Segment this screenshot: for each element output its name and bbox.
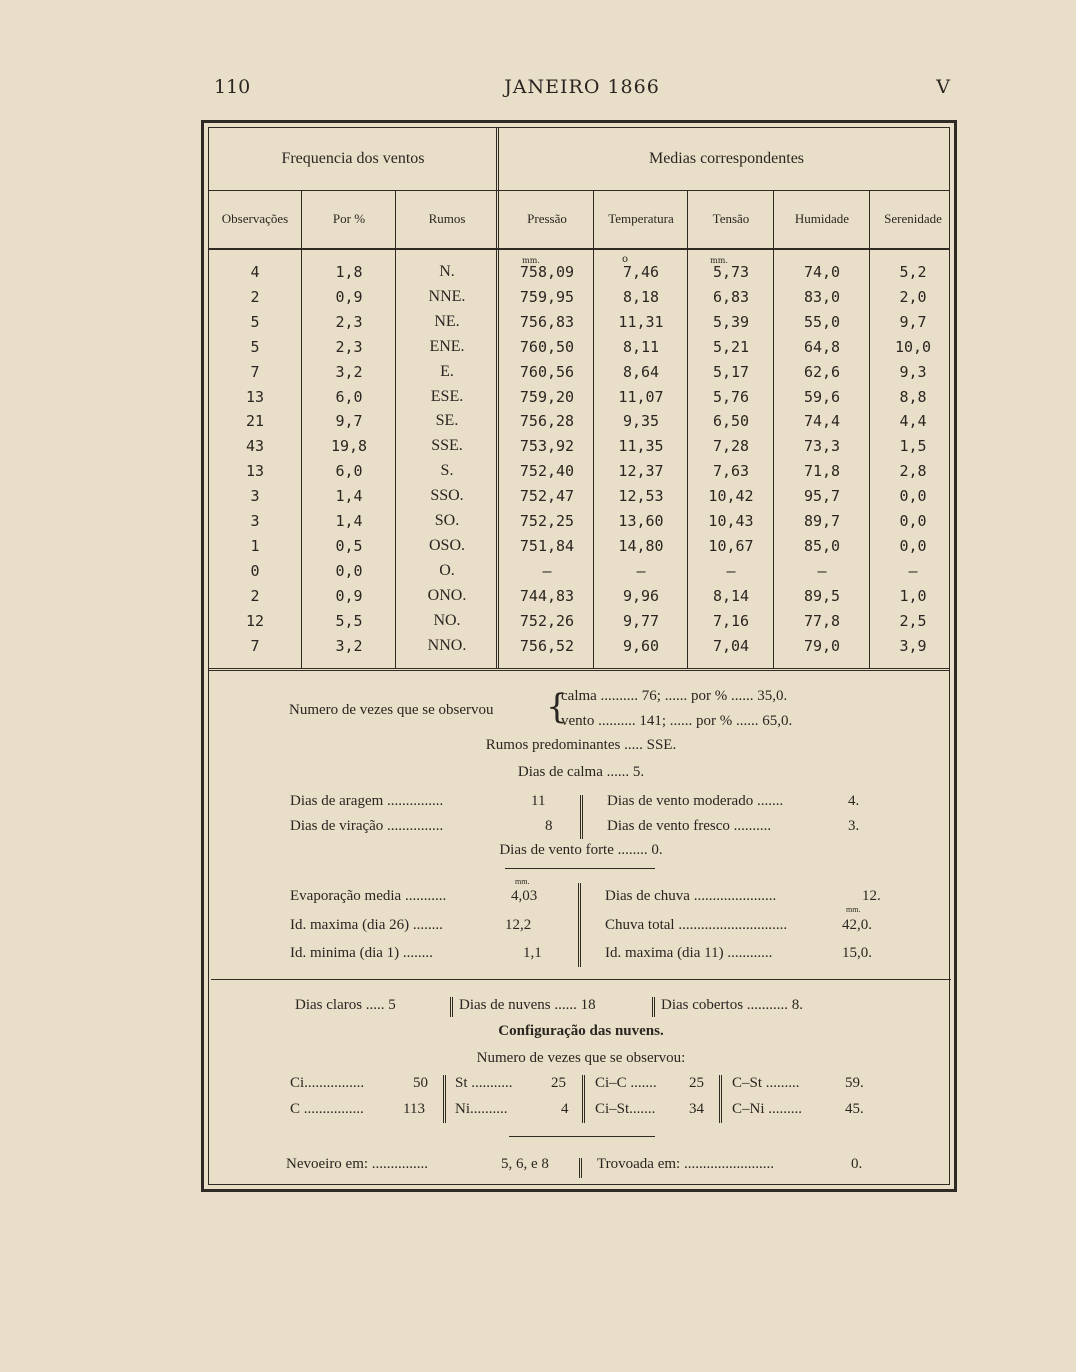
cell-serenidade: 2,8 [899, 462, 927, 481]
cell-serenidade: 1,0 [899, 586, 927, 605]
vento-moderado-label: Dias de vento moderado ....... [607, 793, 784, 809]
cell-pressao: 752,40 [519, 462, 575, 481]
cell-serenidade: 10,0 [894, 337, 932, 356]
cell-humidade: 85,0 [803, 536, 841, 555]
cell-temperatura: 11,07 [618, 387, 664, 406]
vento-line: vento .......... 141; ...... por % ...... 65,0. [561, 713, 793, 729]
brace-glyph: { [546, 687, 568, 727]
cell-por-cento: 0,9 [335, 287, 363, 306]
cell-humidade: 74,4 [803, 412, 841, 431]
table-row [209, 434, 949, 459]
cell-por-cento: 1,4 [335, 487, 363, 506]
cell-serenidade: 2,0 [899, 287, 927, 306]
cell-serenidade: 9,7 [899, 312, 927, 331]
dias-cobertos: Dias cobertos ........... 8. [661, 997, 804, 1013]
dias-aragem-value: 11 [531, 793, 546, 809]
col-header-rumos: Rumos [428, 211, 466, 226]
dias-viracao-label: Dias de viração ............... [290, 818, 444, 834]
cell-observacoes: 5 [250, 312, 260, 331]
cell-observacoes: 1 [250, 536, 260, 555]
cell-rumos: E. [440, 362, 454, 380]
evap-max-value: 12,2 [505, 917, 532, 933]
cell-pressao: 756,83 [519, 312, 575, 331]
cell-tensao: 7,63 [712, 462, 750, 481]
table-row [209, 459, 949, 484]
cell-serenidade: 3,9 [899, 636, 927, 655]
cell-por-cento: 5,5 [335, 611, 363, 630]
table-row [209, 260, 949, 285]
page-title: JANEIRO 1866 [504, 76, 660, 98]
cell-tensao: 5,76 [712, 387, 750, 406]
cell-observacoes: 5 [250, 337, 260, 356]
chuva-total-value: 42,0. [842, 917, 872, 933]
group-header-means: Medias correspondentes [648, 150, 805, 167]
table-row [209, 534, 949, 559]
cell-humidade: 77,8 [803, 611, 841, 630]
cell-observacoes: 0 [250, 561, 260, 580]
cell-observacoes: 4 [250, 263, 260, 281]
table-row [209, 634, 949, 659]
cell-temperatura: 8,18 [622, 287, 660, 306]
cell-observacoes: 2 [250, 287, 260, 306]
cloud-c-ni-label: C–Ni ......... [732, 1101, 803, 1117]
table-row [209, 484, 949, 509]
cell-humidade: 73,3 [803, 437, 841, 456]
table-inner-frame [208, 127, 950, 1185]
cell-rumos: SSO. [430, 487, 464, 505]
cell-serenidade: 2,5 [899, 611, 927, 630]
col-header-serenidade: Serenidade [884, 211, 942, 226]
cell-temperatura: 9,77 [622, 611, 660, 630]
dias-viracao-value: 8 [545, 818, 553, 834]
unit-pressao: mm. [522, 256, 540, 265]
cell-por-cento: 9,7 [335, 412, 363, 431]
trovoada-label: Trovoada em: ........................ [597, 1156, 774, 1172]
table-row [209, 360, 949, 385]
separator-rule [211, 979, 951, 980]
col-header-observacoes: Observações [221, 211, 289, 226]
cell-serenidade: 1,5 [899, 437, 927, 456]
cell-tensao: 7,28 [712, 437, 750, 456]
cell-rumos: ONO. [427, 586, 467, 604]
cell-por-cento: 0,0 [335, 561, 363, 580]
cell-por-cento: 2,3 [335, 337, 363, 356]
cell-humidade: 62,6 [803, 362, 841, 381]
cell-humidade: 59,6 [803, 387, 841, 406]
nevoeiro-value: 5, 6, e 8 [501, 1156, 549, 1172]
cell-tensao: — [726, 561, 736, 580]
cloud-c-label: C ................ [290, 1101, 364, 1117]
cell-por-cento: 2,3 [335, 312, 363, 331]
config-title: Configuração das nuvens. [498, 1023, 664, 1039]
cell-observacoes: 7 [250, 636, 260, 655]
cell-temperatura: 13,60 [618, 512, 664, 530]
cloud-c-ni-value: 45. [845, 1101, 864, 1117]
cell-temperatura: 14,80 [618, 536, 664, 555]
cell-temperatura: 12,53 [618, 487, 664, 506]
cell-pressao: 759,95 [519, 287, 575, 306]
unit-evap: mm. [515, 877, 530, 886]
cell-tensao: 10,42 [708, 487, 754, 506]
cell-por-cento: 1,8 [335, 263, 363, 281]
cell-por-cento: 6,0 [335, 387, 363, 406]
chuva-max-value: 15,0. [842, 945, 872, 961]
cell-rumos: NNE. [428, 287, 466, 305]
cell-rumos: SO. [434, 512, 460, 529]
cloud-ci-st-label: Ci–St....... [595, 1101, 656, 1117]
cell-rumos: N. [439, 263, 455, 280]
chuva-max-label: Id. maxima (dia 11) ............ [605, 945, 773, 961]
cell-pressao: 756,52 [519, 636, 575, 655]
cell-observacoes: 12 [245, 611, 265, 630]
rumos-predominantes: Rumos predominantes ..... SSE. [485, 737, 677, 753]
cell-observacoes: 43 [245, 437, 265, 456]
double-bar-divider [579, 1158, 582, 1178]
cell-por-cento: 3,2 [335, 362, 363, 381]
evap-min-value: 1,1 [523, 945, 542, 961]
cloud-ni-value: 4 [561, 1101, 569, 1117]
cell-serenidade: 0,0 [899, 536, 927, 555]
cell-observacoes: 13 [245, 387, 265, 406]
cell-rumos: ENE. [429, 337, 465, 355]
cell-tensao: 7,16 [712, 611, 750, 630]
cell-tensao: 5,17 [712, 362, 750, 381]
cell-temperatura: 11,35 [618, 437, 664, 456]
col-header-tensao: Tensão [712, 211, 750, 226]
cell-pressao: 752,47 [519, 487, 575, 506]
cell-tensao: 7,04 [712, 636, 750, 655]
cell-serenidade: 9,3 [899, 362, 927, 381]
cell-temperatura: 8,64 [622, 362, 660, 381]
separator-rule [505, 868, 655, 869]
cell-serenidade: 0,0 [899, 512, 927, 530]
cell-pressao: 759,20 [519, 387, 575, 406]
cell-humidade: 74,0 [803, 263, 841, 281]
page-number: 110 [214, 76, 251, 98]
cell-humidade: 89,7 [803, 512, 841, 530]
cell-humidade: 55,0 [803, 312, 841, 331]
cloud-st-value: 25 [551, 1075, 566, 1091]
cloud-c-st-value: 59. [845, 1075, 864, 1091]
vento-fresco-label: Dias de vento fresco .......... [607, 818, 772, 834]
cell-pressao: 758,09 [519, 263, 575, 281]
cell-rumos: NNO. [427, 636, 467, 654]
nevoeiro-label: Nevoeiro em: ............... [286, 1156, 429, 1172]
cell-pressao: 752,26 [519, 611, 575, 630]
cell-tensao: 6,50 [712, 412, 750, 431]
cell-tensao: 5,39 [712, 312, 750, 331]
double-bar-divider [580, 795, 583, 839]
cloud-ci-value: 50 [413, 1075, 428, 1091]
cell-por-cento: 0,5 [335, 536, 363, 555]
cell-temperatura: 8,11 [622, 337, 660, 356]
cell-rumos: NE. [434, 312, 460, 330]
chuva-total-label: Chuva total ............................. [605, 917, 788, 933]
group-header-frequency: Frequencia dos ventos [281, 150, 425, 167]
cell-observacoes: 3 [250, 512, 260, 530]
cell-tensao: 5,21 [712, 337, 750, 356]
cell-humidade: 71,8 [803, 462, 841, 481]
double-bar-divider [582, 1075, 585, 1123]
table-row [209, 584, 949, 609]
cell-por-cento: 1,4 [335, 512, 363, 530]
cell-pressao: 760,56 [519, 362, 575, 381]
cloud-ni-label: Ni.......... [455, 1101, 508, 1117]
evap-max-label: Id. maxima (dia 26) ........ [290, 917, 443, 933]
cell-por-cento: 3,2 [335, 636, 363, 655]
dias-claros: Dias claros ..... 5 [295, 997, 396, 1013]
cell-serenidade: 4,4 [899, 412, 927, 431]
cloud-c-st-label: C–St ......... [732, 1075, 800, 1091]
cell-tensao: 10,67 [708, 536, 754, 555]
col-header-por-cento: Por % [332, 211, 366, 226]
cell-tensao: 5,73 [712, 263, 750, 281]
volume-number: V [936, 76, 950, 98]
double-bar-divider [450, 997, 453, 1017]
chuva-dias-value: 12. [862, 888, 881, 904]
cloud-c-value: 113 [403, 1101, 425, 1117]
cell-pressao: 752,25 [519, 512, 575, 530]
cloud-st-label: St ........... [455, 1075, 513, 1091]
cell-temperatura: 9,60 [622, 636, 660, 655]
table-row [209, 609, 949, 634]
cell-pressao: — [542, 561, 552, 580]
table-row [209, 310, 949, 335]
table-row [209, 285, 949, 310]
evap-min-label: Id. minima (dia 1) ........ [290, 945, 433, 961]
dias-nuvens: Dias de nuvens ...... 18 [459, 997, 596, 1013]
cell-observacoes: 7 [250, 362, 260, 381]
unit-temperatura: o [621, 254, 629, 265]
col-header-temperatura: Temperatura [608, 211, 674, 226]
evaporacao-label: Evaporação media ........... [290, 888, 447, 904]
cell-por-cento: 19,8 [330, 437, 368, 456]
cell-pressao: 756,28 [519, 412, 575, 431]
observed-label: Numero de vezes que se observou [289, 702, 494, 718]
cell-temperatura: — [636, 561, 646, 580]
cell-temperatura: 9,96 [622, 586, 660, 605]
cell-humidade: 64,8 [803, 337, 841, 356]
cell-por-cento: 6,0 [335, 462, 363, 481]
cloud-ci-c-value: 25 [689, 1075, 704, 1091]
cell-rumos: O. [439, 561, 455, 579]
cell-temperatura: 12,37 [618, 462, 664, 481]
cell-humidade: — [817, 561, 827, 580]
cell-temperatura: 11,31 [618, 312, 664, 331]
dias-aragem-label: Dias de aragem ............... [290, 793, 444, 809]
page-header [214, 76, 950, 104]
cell-serenidade: 8,8 [899, 387, 927, 406]
cell-serenidade: 5,2 [899, 263, 927, 281]
cell-tensao: 8,14 [712, 586, 750, 605]
unit-tensao: mm. [710, 256, 728, 265]
table-row [209, 509, 949, 534]
table-row [209, 559, 949, 584]
cell-temperatura: 9,35 [622, 412, 660, 431]
group-header-row [209, 128, 949, 191]
cell-humidade: 79,0 [803, 636, 841, 655]
cell-pressao: 751,84 [519, 536, 575, 555]
cell-temperatura: 7,46 [622, 263, 660, 281]
cell-rumos: NO. [433, 611, 461, 629]
config-subtitle: Numero de vezes que se observou: [476, 1050, 686, 1066]
cell-observacoes: 3 [250, 487, 260, 506]
vento-moderado-value: 4. [848, 793, 860, 809]
vento-forte: Dias de vento forte ........ 0. [499, 842, 663, 858]
cell-humidade: 95,7 [803, 487, 841, 506]
col-header-humidade: Humidade [794, 211, 850, 226]
col-header-pressao: Pressão [527, 211, 567, 226]
cell-pressao: 760,50 [519, 337, 575, 356]
double-bar-divider [652, 997, 655, 1017]
double-bar-divider [578, 883, 581, 967]
cloud-ci-c-label: Ci–C ....... [595, 1075, 657, 1091]
cloud-ci-st-value: 34 [689, 1101, 704, 1117]
table-row [209, 335, 949, 360]
cell-rumos: ESE. [430, 387, 464, 405]
separator-rule [509, 1136, 655, 1137]
trovoada-value: 0. [851, 1156, 863, 1172]
calma-line: calma .......... 76; ...... por % ...... 35,0. [561, 688, 788, 704]
cell-tensao: 6,83 [712, 287, 750, 306]
cell-rumos: OSO. [428, 536, 465, 554]
table-row [209, 409, 949, 434]
cell-observacoes: 21 [245, 412, 265, 431]
double-bar-divider [443, 1075, 446, 1123]
cell-humidade: 83,0 [803, 287, 841, 306]
double-bar-divider [719, 1075, 722, 1123]
cell-rumos: S. [440, 462, 454, 480]
cell-serenidade: 0,0 [899, 487, 927, 506]
chuva-dias-label: Dias de chuva ...................... [605, 888, 777, 904]
unit-chuva: mm. [846, 905, 861, 914]
cell-rumos: SSE. [431, 437, 463, 455]
evaporacao-value: 4,03 [511, 888, 538, 904]
cell-observacoes: 2 [250, 586, 260, 605]
cell-por-cento: 0,9 [335, 586, 363, 605]
cloud-ci-label: Ci................ [290, 1075, 365, 1091]
table-frame [201, 120, 957, 1192]
cell-rumos: SE. [435, 412, 459, 430]
cell-tensao: 10,43 [708, 512, 754, 530]
cell-serenidade: — [908, 561, 918, 580]
table-body [209, 252, 949, 671]
cell-observacoes: 13 [245, 462, 265, 481]
cell-humidade: 89,5 [803, 586, 841, 605]
dias-calma: Dias de calma ...... 5. [517, 764, 645, 780]
table-row [209, 385, 949, 410]
cell-pressao: 753,92 [519, 437, 575, 456]
column-header-row [209, 190, 949, 250]
cell-pressao: 744,83 [519, 586, 575, 605]
vento-fresco-value: 3. [848, 818, 860, 834]
